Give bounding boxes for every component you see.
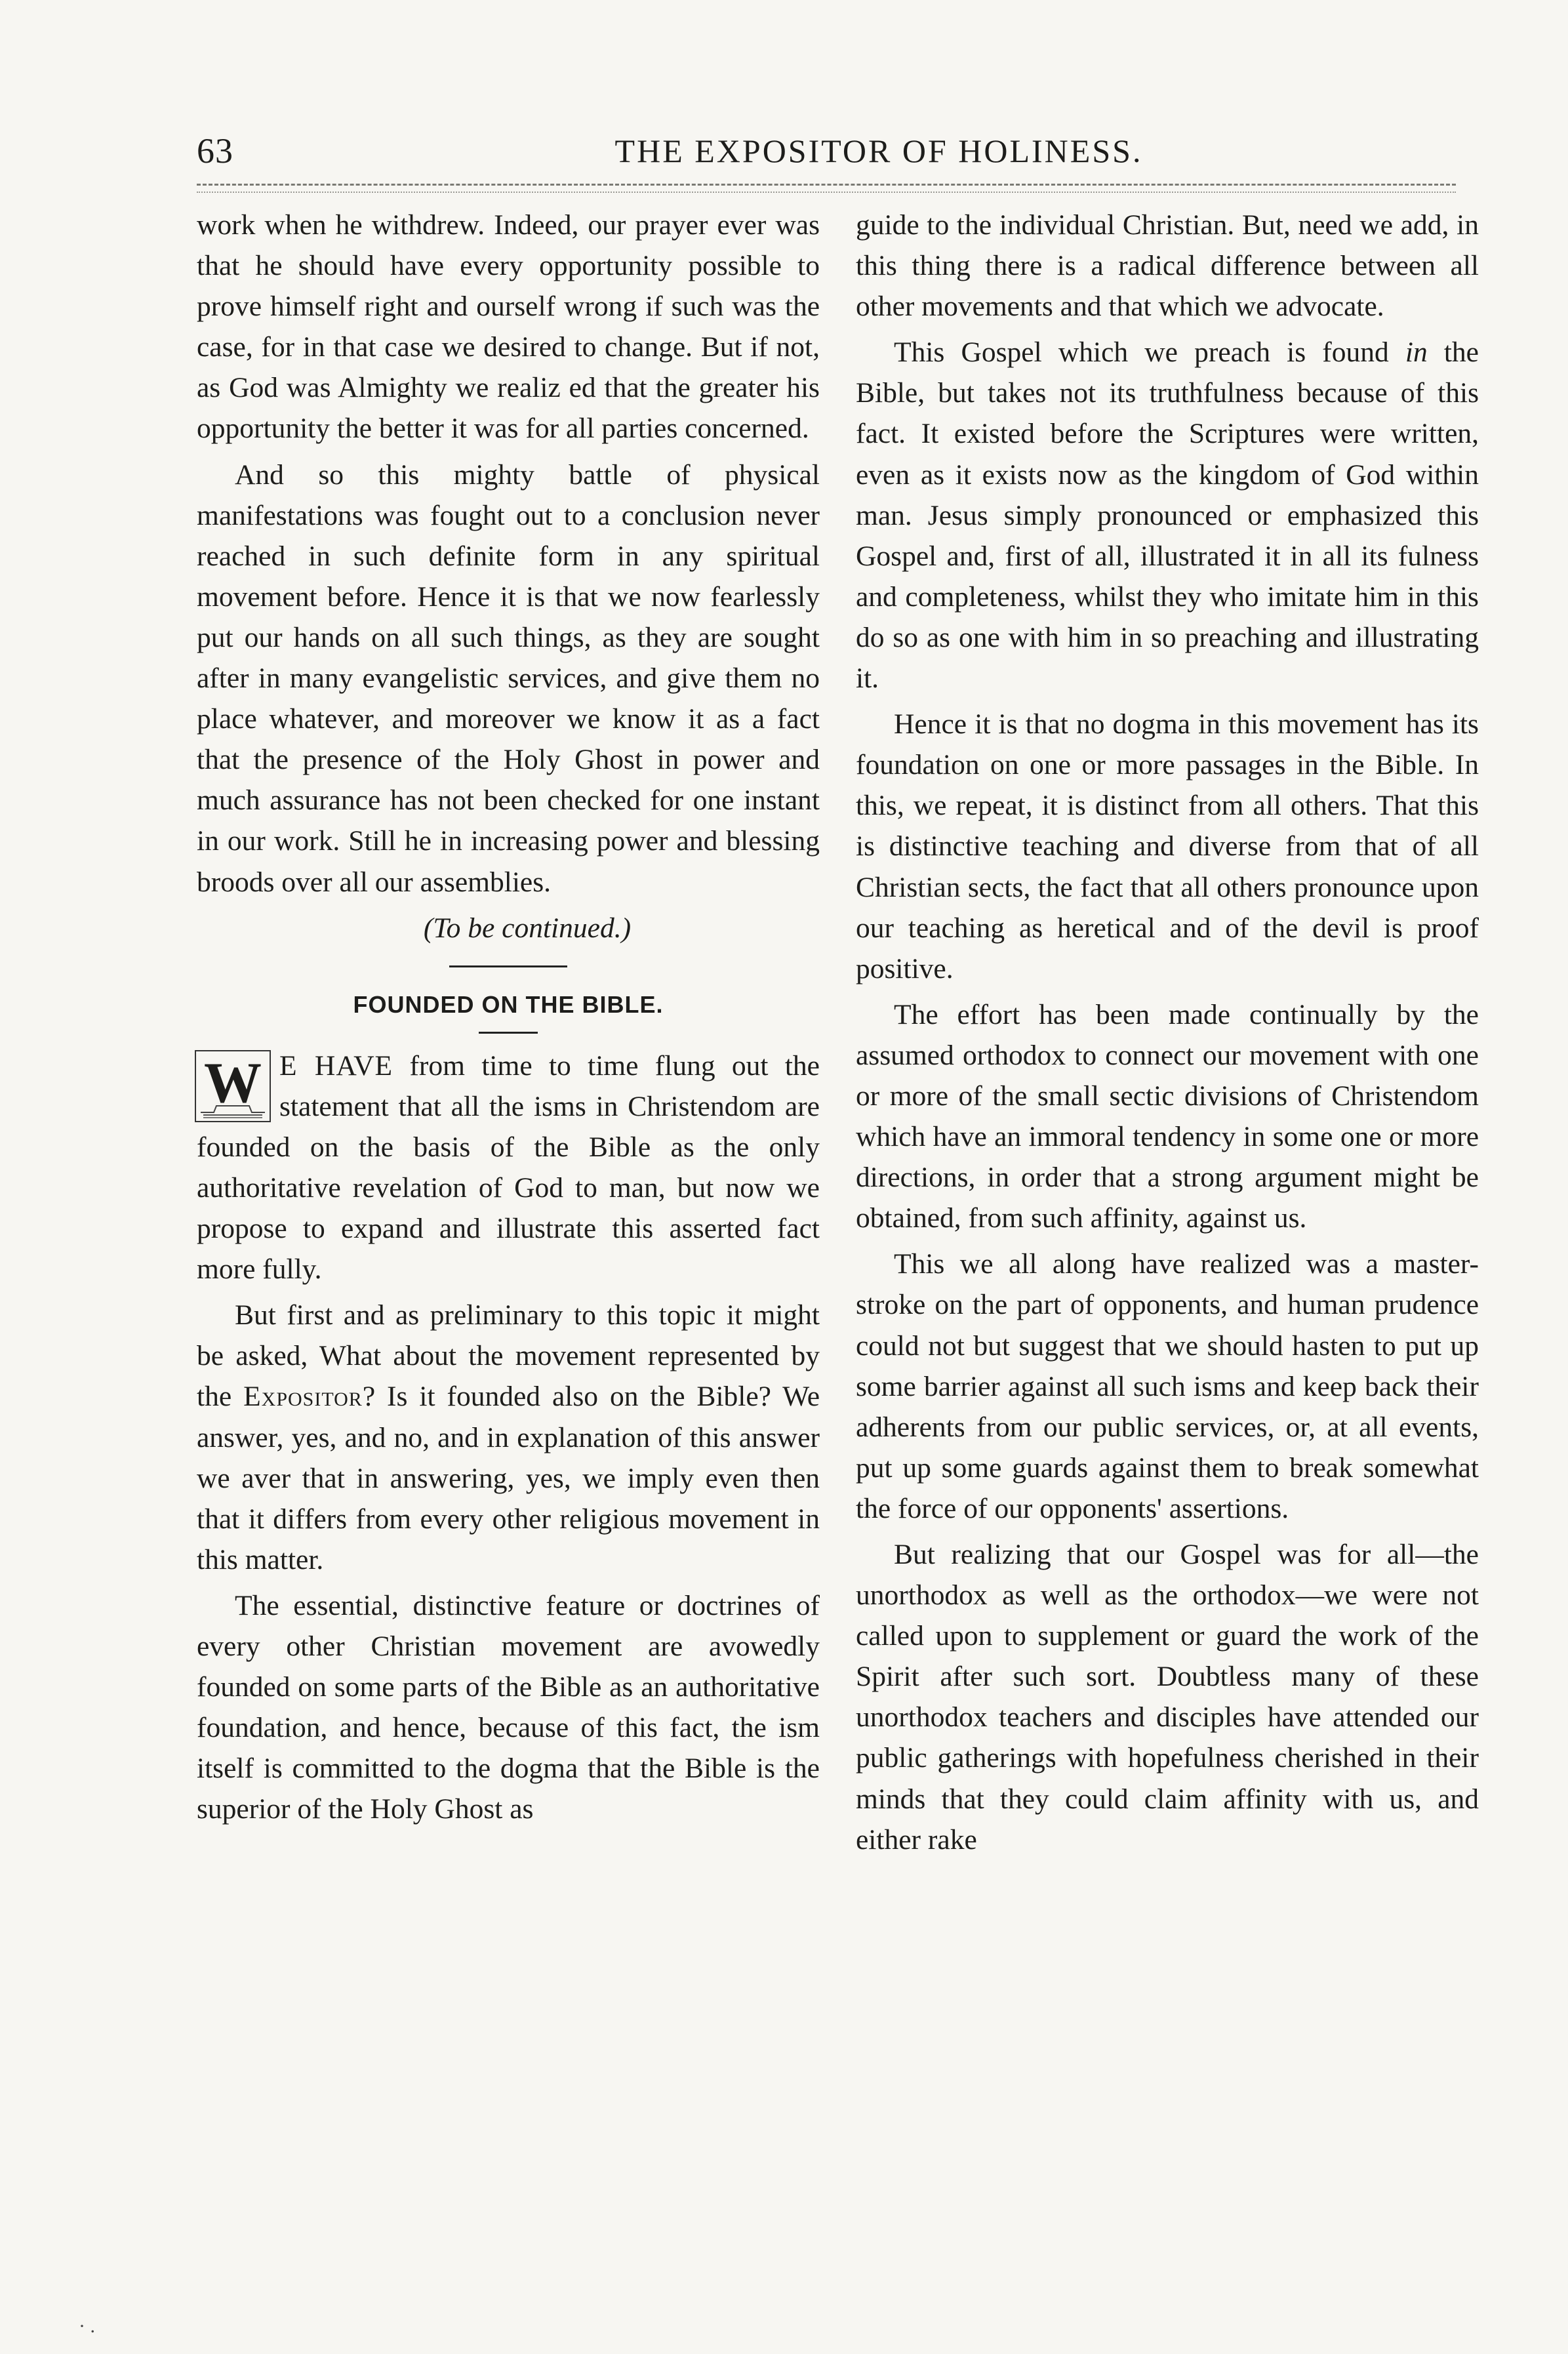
section-divider (449, 965, 567, 967)
paragraph: The effort has been made continually by the assumed orthodox to connect our movement with one or more of the small sectic divisions of Christendom which have an immoral tendency in some one or more directions, in order that a strong argument might be obtained, from such affinity, against us. (856, 998, 1479, 1234)
opening-text: from time to time flung out the statement that all the isms in Christendom are founded on the basis of the Bible as the only authoritative revelation of God to man, but now we propose to expand and illustrate this asserted fact more fully. (197, 1049, 820, 1286)
scan-mark: · . (79, 2315, 95, 2337)
paragraph: guide to the individual Christian. But, need we add, in this thing there is a radical difference between all other movements and that which we advocate. (856, 209, 1479, 323)
paragraph: work when he withdrew. Indeed, our prayer ever was that he should have every opportunity possible to prove himself right and ourself wrong if such was the case, for in that case we desired to change. But if not, as God was Almighty we realiz ed that the greater his opportunity the better it was for all parties concerned. (197, 209, 820, 445)
paragraph: This we all along have realized was a master-stroke on the part of opponents, and human prudence could not but suggest that we should hasten to put up some barrier against all such isms and keep back their adherents from our public services, or, at all events, put up some guards against them to break somewhat the force of our opponents' assertions. (856, 1248, 1479, 1524)
paragraph (856, 332, 1479, 699)
text-run: But first and as preliminary to this topic it might be asked, What about the movement represented by the (197, 1299, 820, 1413)
to-be-continued-note: (To be continued.) (423, 912, 632, 944)
paragraph (197, 1295, 820, 1580)
opening-paragraph (197, 1045, 820, 1290)
text-run: the Bible, but takes not its truthfulness because of this fact. It existed before the Scriptures were written, even as it exists now as the kingdom of God within man. Jesus simply pronounced or emphasized this Gospel and, first of all, illustrated it in all its fulness and completeness, whilst they who imitate him in this do so as one with him in so preaching and illustrating it. (856, 336, 1479, 695)
paragraph: And so this mighty battle of physical manifestations was fought out to a conclusion never reached in such definite form in any spiritual movement before. Hence it is that we now fearlessly put our hands on all such things, as they are sought after in many evangelistic services, and give them no place whatever, and moreover we know it as a fact that the presence of the Holy Ghost in power and much assurance has not been checked for one instant in our work. Still he in increasing power and blessing broods over all our assemblies. (197, 458, 820, 898)
header-rule (197, 184, 1456, 186)
article-heading: FOUNDED ON THE BIBLE. (353, 990, 664, 1018)
right-column (856, 205, 1479, 1860)
running-head (197, 125, 1456, 184)
heading-underline (479, 1032, 538, 1034)
page-number: 63 (197, 131, 233, 171)
paragraph: The essential, distinctive feature or doctrines of every other Christian movement are avowedly founded on some parts of the Bible as an authoritative foundation, and hence, because of this fact, the ism itself is committed to the dogma that the Bible is the superior of the Holy Ghost as (197, 1589, 820, 1825)
ornamental-dropcap-icon (194, 1049, 271, 1123)
header-rule-secondary (197, 192, 1456, 193)
dropcap-letter: W (204, 1051, 262, 1115)
paragraph: But realizing that our Gospel was for all—the unorthodox as well as the orthodox—we were not called upon to supplement or guard the work of the Spirit after such sort. Doubtless many of these unorthodox teachers and disciples have attended our public gatherings with hopefulness cherished in their minds that they could claim affinity with us, and either rake (856, 1539, 1479, 1856)
text-run: This Gospel which we preach is found (894, 336, 1405, 369)
text-run: ? Is it founded also on the Bible? We answer, yes, and no, and in explanation of this answer we aver that in answering, yes, we imply even then that it differs from every other religious movement in this matter. (197, 1381, 820, 1575)
journal-title: THE EXPOSITOR OF HOLINESS. (614, 132, 1143, 169)
left-column (197, 205, 820, 1829)
italic-word: in (1405, 336, 1428, 369)
journal-name-smallcaps: Expositor (243, 1381, 363, 1413)
opening-caps: E HAVE (279, 1049, 393, 1082)
paragraph: Hence it is that no dogma in this movement has its foundation on one or more passages in the Bible. In this, we repeat, it is distinct from all others. That this is distinctive teaching and diverse from that of all Christian sects, the fact that all others pronounce upon our teaching as heretical and of the devil is proof positive. (856, 708, 1479, 984)
